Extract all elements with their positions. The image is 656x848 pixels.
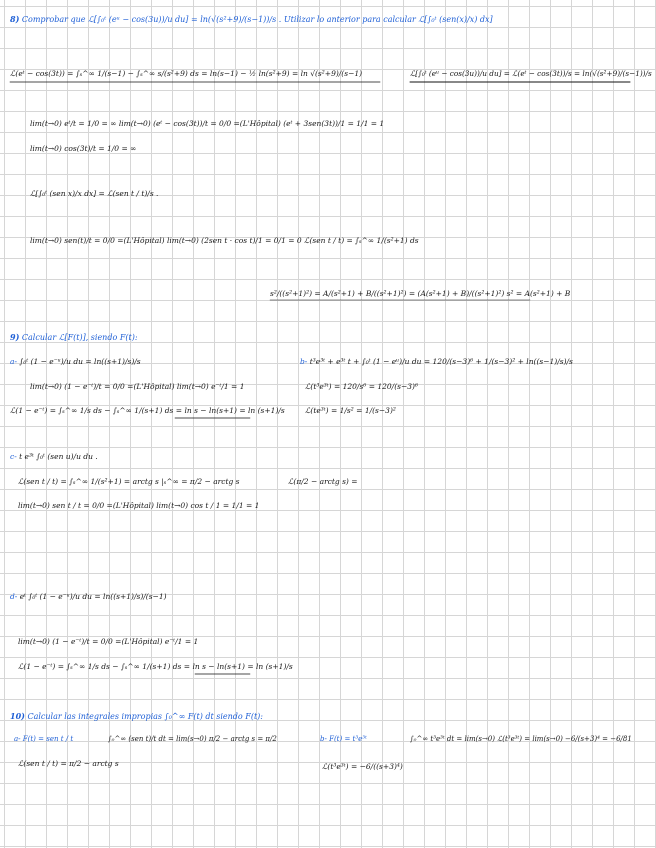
work-line: lim(t→0) sen t / t = 0/0 =(L'Hôpital) lim(t→0) cos t / 1 = 1/1 = 1 xyxy=(18,501,260,510)
work-line: s²/((s²+1)²) = A/(s²+1) + B/((s²+1)²) = (A(s²+1) + B)/((s²+1)²) s² = A(s²+1) + B xyxy=(270,289,571,298)
work-line: ℒ(t³e³ᵗ) = −6/((s+3)⁴) xyxy=(322,762,403,771)
work-line: ∫₀^∞ t³e³ᵗ dt = lim(s→0) ℒ(t³e³ᵗ) = lim(s→0) −6/(s+3)⁴ = −6/81 xyxy=(410,735,632,743)
part-label: b- xyxy=(320,735,327,743)
part-label: d- xyxy=(10,592,18,601)
problem-text: Calcular las integrales impropias ∫₀^∞ F(t) dt siendo F(t): xyxy=(27,712,263,721)
work-line: t e³ᵗ ∫₀ᵗ (sen u)/u du . xyxy=(19,452,98,461)
work-line: lim(t→0) sen(t)/t = 0/0 =(L'Hôpital) lim(t→0) (2sen t · cos t)/1 = 0/1 = 0 ℒ(sen t / t) = ∫ₛ^∞ 1/(s²+1) ds xyxy=(30,236,419,245)
part-10a xyxy=(14,736,73,743)
part-9a xyxy=(10,358,141,366)
function-definition: F(t) = t³e³ᵗ xyxy=(329,735,367,743)
problem-number: 8) xyxy=(10,14,20,24)
work-line: ℒ(1 − e⁻ᵗ) = ∫ₛ^∞ 1/s ds − ∫ₛ^∞ 1/(s+1) ds = ln s − ln(s+1) = ln (s+1)/s xyxy=(10,406,285,415)
work-line: ℒ(π/2 − arctg s) = xyxy=(288,477,358,486)
work-line: ℒ(1 − e⁻ᵗ) = ∫ₛ^∞ 1/s ds − ∫ₛ^∞ 1/(s+1) ds = ln s − ln(s+1) = ln (s+1)/s xyxy=(18,662,293,671)
work-line: ℒ(sen t / t) = π/2 − arctg s xyxy=(18,759,119,768)
work-line: lim(t→0) cos(3t)/t = 1/0 = ∞ xyxy=(30,144,137,153)
work-line: lim(t→0) eᵗ/t = 1/0 = ∞ lim(t→0) (eᵗ − cos(3t))/t = 0/0 =(L'Hôpital) (eᵗ + 3sen(3t))/1 = 1/1 = 1 xyxy=(30,119,385,128)
work-line: ∫₀ᵗ (1 − e⁻ᵘ)/u du = ln((s+1)/s)/s xyxy=(19,357,141,366)
part-label: a- xyxy=(10,357,18,366)
part-9b xyxy=(300,358,573,366)
work-line: ∫₀^∞ (sen t)/t dt = lim(s→0) π/2 − arctg s = π/2 xyxy=(108,735,277,743)
problem-text: Comprobar que ℒ[∫₀ᵗ (eᵘ − cos(3u))/u du] = ln(√(s²+9)/(s−1))/s . Utilizar lo anterior para calcular ℒ[∫₀ᵗ (sen(x)/x) dx] xyxy=(21,15,493,24)
part-label: c- xyxy=(10,452,17,461)
work-line: ℒ[∫₀ᵗ (eᵘ − cos(3u))/u du] = ℒ(eᵗ − cos(3t))/s = ln(√(s²+9)/(s−1))/s xyxy=(410,69,652,78)
problem-10-statement xyxy=(10,712,263,721)
work-line: t³e³ᵗ + e³ᵗ t + ∫₀ᵗ (1 − eᵘ)/u du = 120/(s−3)⁶ + 1/(s−3)² + ln((s−1)/s)/s xyxy=(309,357,573,366)
work-line: ℒ(sen t / t) = ∫ₛ^∞ 1/(s²+1) = arctg s |ₛ^∞ = π/2 − arctg s xyxy=(18,477,240,486)
work-line: eᵗ ∫₀ᵗ (1 − e⁻ᵘ)/u du = ln((s+1)/s)/(s−1) xyxy=(19,592,167,601)
function-definition: F(t) = sen t / t xyxy=(22,735,74,743)
part-9c xyxy=(10,453,98,461)
work-line: ℒ[∫₀ᵗ (sen x)/x dx] = ℒ(sen t / t)/s . xyxy=(30,189,159,198)
problem-number: 9) xyxy=(10,332,20,342)
problem-9-statement xyxy=(10,333,138,342)
work-line: ℒ(te³ᵗ) = 1/s² = 1/(s−3)² xyxy=(305,406,396,415)
part-10b xyxy=(320,736,367,743)
work-line: lim(t→0) (1 − e⁻ᵗ)/t = 0/0 =(L'Hôpital) e⁻ᵗ/1 = 1 xyxy=(18,637,199,646)
work-line: ℒ(t³e³ᵗ) = 120/s⁶ = 120/(s−3)⁶ xyxy=(305,382,418,391)
part-9d xyxy=(10,593,167,601)
part-label: a- xyxy=(14,735,21,743)
problem-8-statement xyxy=(10,15,493,24)
work-line: lim(t→0) (1 − e⁻ᵗ)/t = 0/0 =(L'Hôpital) lim(t→0) e⁻ᵗ/1 = 1 xyxy=(30,382,245,391)
problem-number: 10) xyxy=(10,711,25,721)
part-label: b- xyxy=(300,357,308,366)
problem-text: Calcular ℒ[F(t)], siendo F(t): xyxy=(21,333,138,342)
work-line: ℒ(eᵗ − cos(3t)) = ∫ₛ^∞ 1/(s−1) − ∫ₛ^∞ s/(s²+9) ds = ln(s−1) − ½ ln(s²+9) = ln √(s²+9)/(s−1) xyxy=(10,69,363,78)
